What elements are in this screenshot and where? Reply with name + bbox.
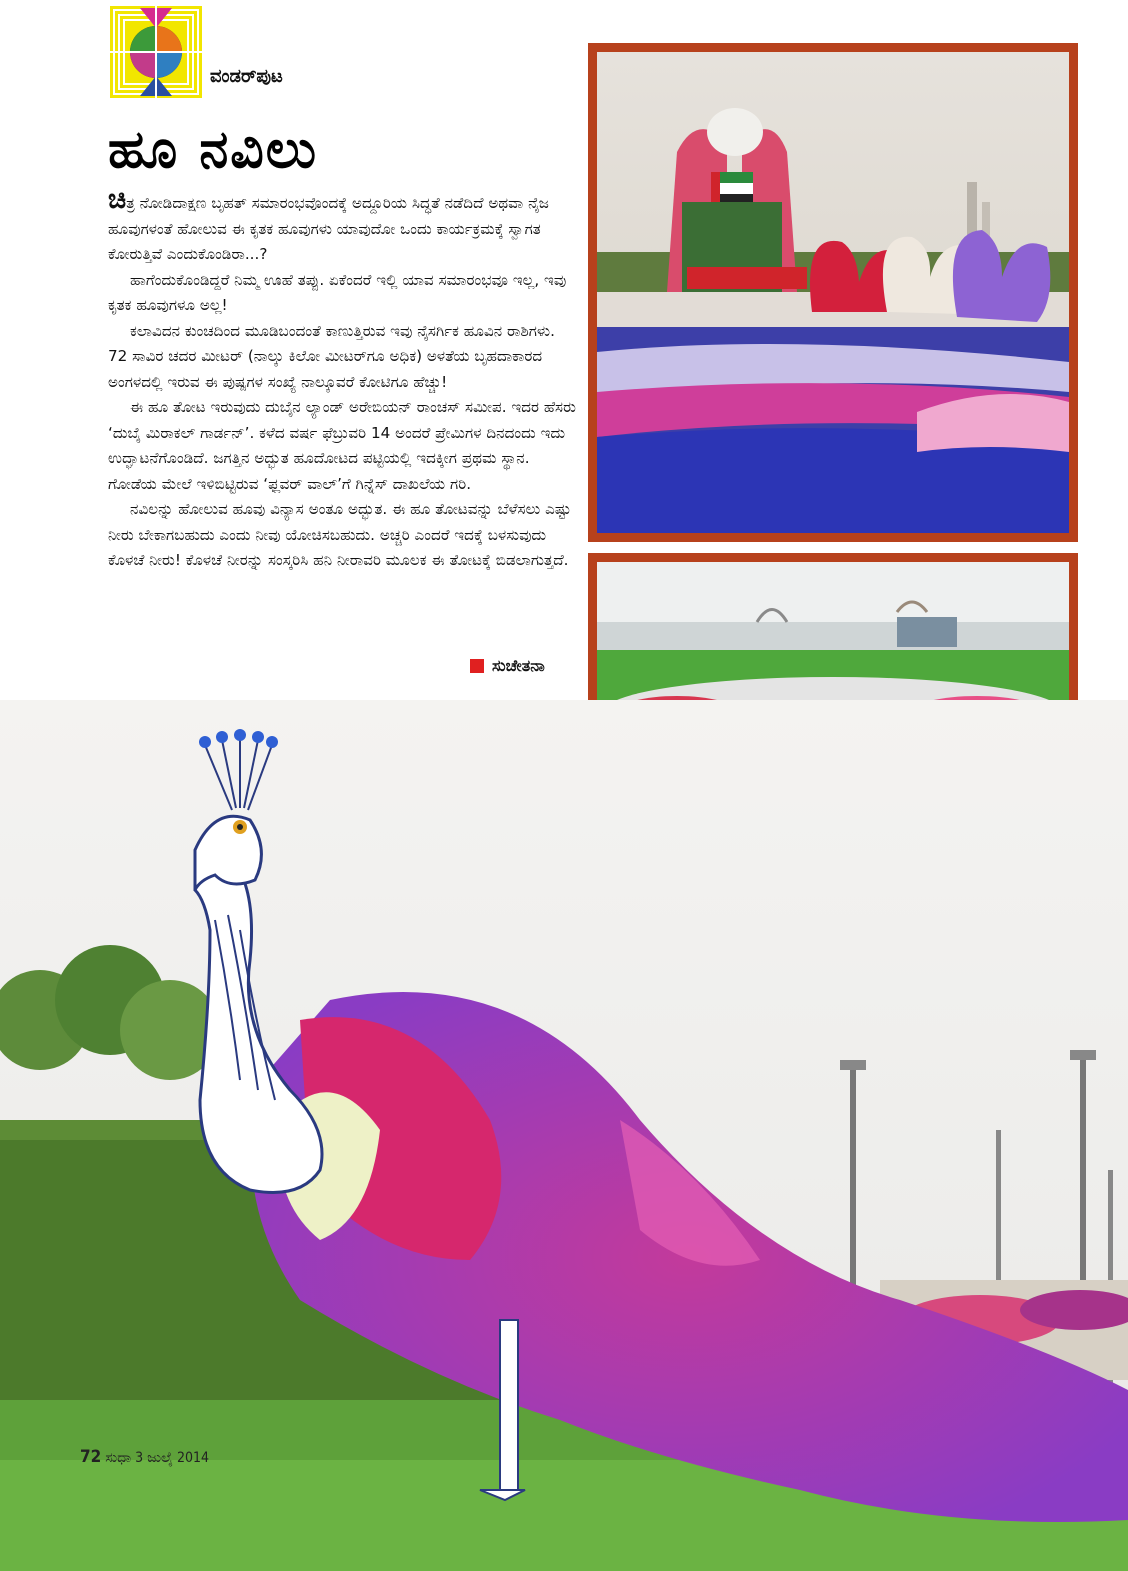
paragraph-text: ತ್ರ ನೋಡಿದಾಕ್ಷಣ ಬೃಹತ್ ಸಮಾರಂಭವೊಂದಕ್ಕೆ ಅದ್ದೂರಿಯ ಸಿದ್ಧತೆ ನಡೆದಿದೆ ಅಥವಾ ನೈಜ ಹೂವುಗಳಂತೆ ಹೋಲುವ ಈ ಕೃತಕ ಹೂವುಗಳು ಯಾವುದೋ ಒಂದು ಕಾರ್ಯಕ್ರಮಕ್ಕೆ ಸ್ವಾಗತ ಕೋರುತ್ತಿವೆ ಎಂದುಕೊಂಡಿರಾ...?: [108, 194, 549, 263]
article-paragraph: [108, 184, 576, 268]
page-number: 72: [80, 1447, 102, 1467]
article-body: [108, 184, 576, 574]
byline-marker: [470, 659, 484, 673]
article-title: ಹೂ ನವಿಲು: [108, 120, 318, 180]
article-paragraph: ಕಲಾವಿದನ ಕುಂಚದಿಂದ ಮೂಡಿಬಂದಂತೆ ಕಾಣುತ್ತಿರುವ ಇವು ನೈಸರ್ಗಿಕ ಹೂವಿನ ರಾಶಿಗಳು. 72 ಸಾವಿರ ಚದರ ಮೀಟರ್ (ನಾಲ್ಕು ಕಿಲೋ ಮೀಟರ್‌ಗೂ ಅಧಿಕ) ಅಳತೆಯ ಬೃಹದಾಕಾರದ ಅಂಗಳದಲ್ಲಿ ಇರುವ ಈ ಪುಷ್ಪಗಳ ಸಂಖ್ಯೆ ನಾಲ್ಕೂವರೆ ಕೋಟಿಗೂ ಹೆಚ್ಚು!: [108, 321, 555, 391]
author-name: ಸುಚೇತನಾ: [492, 656, 545, 675]
article-paragraph: ನವಿಲನ್ನು ಹೋಲುವ ಹೂವು ವಿನ್ಯಾಸ ಅಂತೂ ಅದ್ಭುತ. ಈ ಹೂ ತೋಟವನ್ನು ಬೆಳೆಸಲು ಎಷ್ಟು ನೀರು ಬೇಕಾಗಬಹುದು ಎಂದು ನೀವು ಯೋಚಿಸಬಹುದು. ಅಚ್ಚರಿ ಎಂದರೆ ಇದಕ್ಕೆ ಬಳಸುವುದು ಕೊಳಚೆ ನೀರು! ಕೊಳಚೆ ನೀರನ್ನು ಸಂಸ್ಕರಿಸಿ ಹನಿ ನೀರಾವರಿ ಮೂಲಕ ಈ ತೋಟಕ್ಕೆ ಬಿಡಲಾಗುತ್ತದೆ.: [108, 500, 572, 569]
article-paragraph: ಹಾಗೆಂದುಕೊಂಡಿದ್ದರೆ ನಿಮ್ಮ ಊಹೆ ತಪ್ಪು. ಏಕೆಂದರೆ ಇಲ್ಲಿ ಯಾವ ಸಮಾರಂಭವೂ ಇಲ್ಲ, ಇವು ಕೃತಕ ಹೂವುಗಳೂ ಅಲ್ಲ!: [108, 270, 567, 314]
photo-flower-peacock: [0, 700, 1128, 1571]
section-label: ವಂಡರ್‌ಪುಟ: [210, 66, 283, 87]
photo-eagle-sculpture: [588, 43, 1078, 542]
page-folio: [80, 1447, 209, 1467]
drop-cap: ಚಿ: [108, 184, 127, 215]
issue-date: 3 ಜುಲೈ 2014: [135, 1450, 210, 1466]
byline: [470, 656, 545, 676]
article-paragraph: ಈ ಹೂ ತೋಟ ಇರುವುದು ದುಬೈನ ಲ್ಯಾಂಡ್ ಅರೇಬಿಯನ್ ರಾಂಚಸ್ ಸಮೀಪ. ಇದರ ಹೆಸರು ‘ದುಬೈ ಮಿರಾಕಲ್ ಗಾರ್ಡನ್’. ಕಳೆದ ವರ್ಷ ಫೆಬ್ರುವರಿ 14 ಅಂದರೆ ಪ್ರೇಮಿಗಳ ದಿನದಂದು ಇದು ಉದ್ಘಾಟನೆಗೊಂಡಿದೆ. ಜಗತ್ತಿನ ಅದ್ಭುತ ಹೂದೋಟದ ಪಟ್ಟಿಯಲ್ಲಿ ಇದಕ್ಕೀಗ ಪ್ರಥಮ ಸ್ಥಾನ. ಗೋಡೆಯ ಮೇಲೆ ಇಳಿಬಿಟ್ಟಿರುವ ‘ಫ್ಲವರ್ ವಾಲ್’ಗೆ ಗಿನ್ನೆಸ್ ದಾಖಲೆಯ ಗರಿ.: [108, 398, 576, 493]
magazine-name: ಸುಧಾ: [105, 1450, 132, 1466]
section-logo: [110, 6, 202, 98]
